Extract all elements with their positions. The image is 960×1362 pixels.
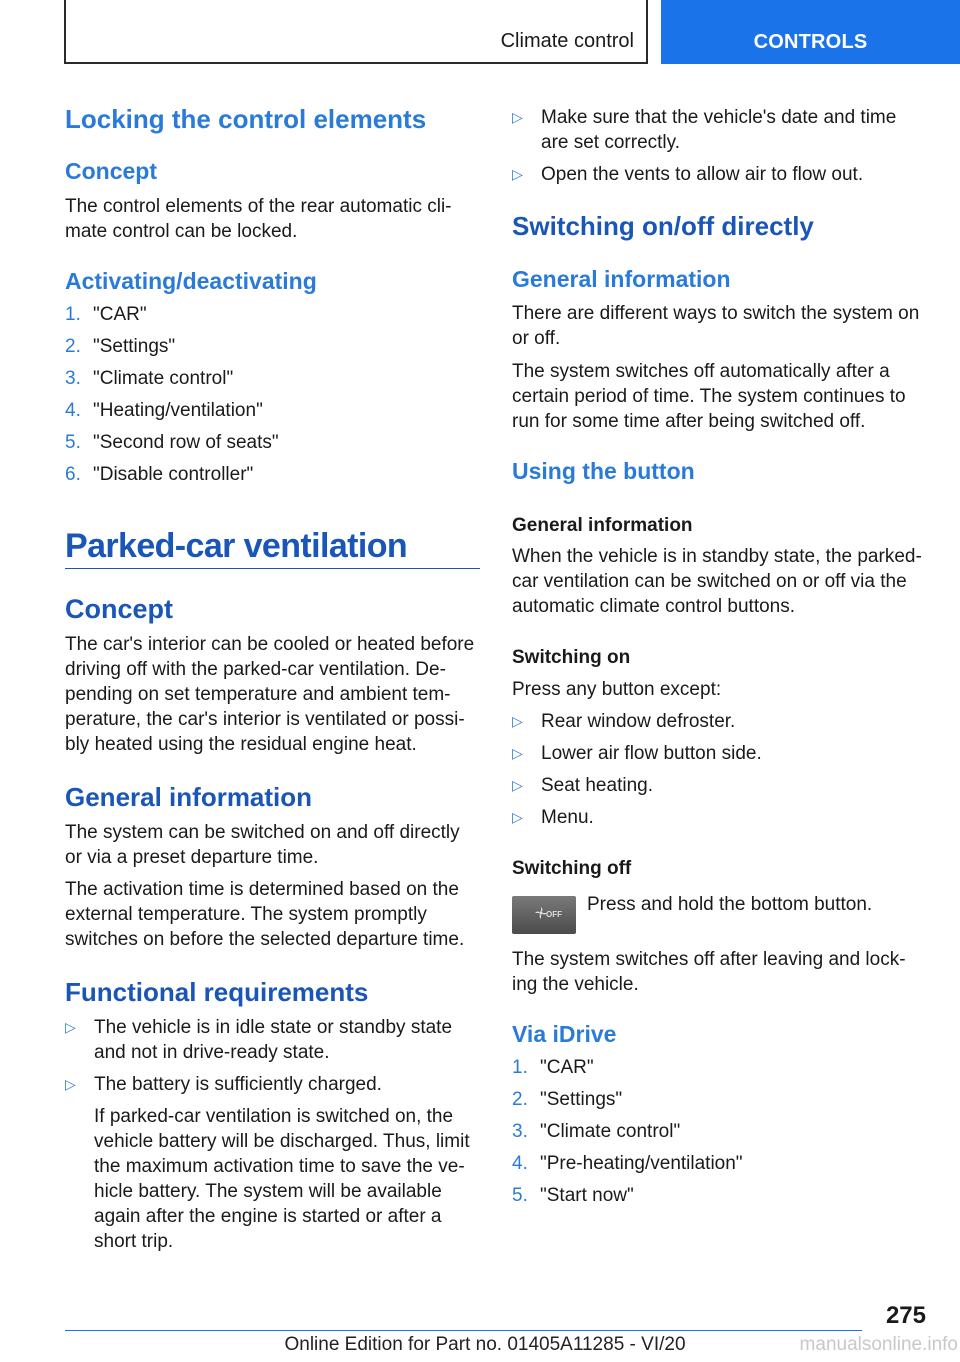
list-item: Menu. bbox=[541, 807, 594, 828]
step-number: 5. bbox=[512, 1185, 528, 1206]
step-text: "Climate control" bbox=[540, 1121, 681, 1142]
parked-title: Parked-car ventilation bbox=[65, 527, 408, 565]
bullet-triangle-icon: ▷ bbox=[65, 1076, 76, 1092]
watermark: manualsonline.info bbox=[799, 1334, 958, 1355]
activating-title: Activating/deactivating bbox=[65, 268, 317, 294]
req2-note-line-2: vehicle battery will be discharged. Thus, limit bbox=[94, 1131, 470, 1152]
req2-note-line-6: short trip. bbox=[94, 1231, 174, 1252]
parked-concept-line-3: pending on set temperature and ambient tem‐ bbox=[65, 684, 451, 705]
step-number: 1. bbox=[512, 1057, 528, 1078]
list-item: Seat heating. bbox=[541, 775, 653, 796]
req2-note-line-3: the maximum activation time to save the ve‐ bbox=[94, 1156, 465, 1177]
requirements-title: Functional requirements bbox=[65, 977, 369, 1007]
btn-general-line-2: car ventilation can be switched on or off via the bbox=[512, 571, 907, 592]
switch-gen-p2-line-2: certain period of time. The system continues to bbox=[512, 386, 906, 407]
header-tab-controls[interactable] bbox=[661, 0, 960, 64]
req1-line-1: The vehicle is in idle state or standby state bbox=[94, 1017, 453, 1038]
step-text: "Settings" bbox=[540, 1089, 623, 1110]
section-divider bbox=[65, 568, 480, 569]
list-item: Lower air flow button side. bbox=[541, 743, 762, 764]
step-text: "Settings" bbox=[93, 336, 176, 357]
locking-title: Locking the control elements bbox=[65, 104, 427, 134]
step-text: "Disable controller" bbox=[93, 464, 254, 485]
locking-steps-list bbox=[65, 304, 480, 494]
requirements-list-cont bbox=[512, 105, 932, 195]
header-section-title: Climate control bbox=[500, 30, 634, 52]
step-text: "Second row of seats" bbox=[93, 432, 279, 453]
header-box bbox=[64, 0, 648, 64]
fan-off-button-icon bbox=[512, 896, 576, 934]
step-text: "Pre-heating/ventilation" bbox=[540, 1153, 743, 1174]
off-label: OFF bbox=[546, 910, 562, 919]
parked-general-title: General information bbox=[65, 782, 313, 812]
locking-concept-line-1: The control elements of the rear automatic cli‐ bbox=[65, 196, 452, 217]
step-number: 2. bbox=[512, 1089, 528, 1110]
req3-line-2: are set correctly. bbox=[541, 132, 681, 153]
header-tab-label: CONTROLS bbox=[753, 31, 868, 53]
bullet-triangle-icon: ▷ bbox=[512, 809, 523, 825]
step-number: 5. bbox=[65, 432, 81, 453]
parked-concept-title: Concept bbox=[65, 594, 173, 624]
parked-concept-line-1: The car's interior can be cooled or heated before bbox=[65, 634, 475, 655]
switch-gen-p1-line-2: or off. bbox=[512, 328, 561, 349]
button-title: Using the button bbox=[512, 458, 695, 484]
step-text: "Start now" bbox=[540, 1185, 634, 1206]
bullet-triangle-icon: ▷ bbox=[512, 109, 523, 125]
switching-on-title: Switching on bbox=[512, 647, 631, 668]
off-after-line-1: The system switches off after leaving and lock‐ bbox=[512, 949, 906, 970]
step-number: 6. bbox=[65, 464, 81, 485]
button-general-title: General information bbox=[512, 515, 693, 536]
switching-title: Switching on/off directly bbox=[512, 211, 814, 241]
bullet-triangle-icon: ▷ bbox=[512, 745, 523, 761]
step-number: 4. bbox=[512, 1153, 528, 1174]
bullet-triangle-icon: ▷ bbox=[512, 166, 523, 182]
btn-general-line-1: When the vehicle is in standby state, the parked- bbox=[512, 546, 922, 567]
step-text: "Climate control" bbox=[93, 368, 234, 389]
switch-gen-p2-line-1: The system switches off automatically after a bbox=[512, 361, 890, 382]
step-text: "CAR" bbox=[93, 304, 147, 325]
req2-note-line-1: If parked-car ventilation is switched on, the bbox=[94, 1106, 454, 1127]
step-text: "Heating/ventilation" bbox=[93, 400, 263, 421]
req2-text: The battery is sufficiently charged. bbox=[94, 1074, 382, 1095]
locking-concept-line-2: mate control can be locked. bbox=[65, 221, 298, 242]
req3-line-1: Make sure that the vehicle's date and time bbox=[541, 107, 897, 128]
exceptions-list bbox=[512, 709, 932, 839]
locking-concept-title: Concept bbox=[65, 158, 157, 184]
step-text: "CAR" bbox=[540, 1057, 594, 1078]
off-after-line-2: ing the vehicle. bbox=[512, 974, 639, 995]
bullet-triangle-icon: ▷ bbox=[512, 713, 523, 729]
req2-note-line-5: again after the engine is started or after a bbox=[94, 1206, 442, 1227]
footer-divider bbox=[65, 1330, 862, 1331]
idrive-title: Via iDrive bbox=[512, 1021, 617, 1047]
step-number: 4. bbox=[65, 400, 81, 421]
req2-note-line-4: hicle battery. The system will be available bbox=[94, 1181, 442, 1202]
step-number: 3. bbox=[65, 368, 81, 389]
list-item: Rear window defroster. bbox=[541, 711, 736, 732]
parked-concept-line-5: bly heated using the residual engine heat. bbox=[65, 734, 417, 755]
btn-general-line-3: automatic climate control buttons. bbox=[512, 596, 796, 617]
page-number: 275 bbox=[885, 1302, 926, 1329]
req4-text: Open the vents to allow air to flow out. bbox=[541, 164, 864, 185]
parked-concept-line-2: driving off with the parked-car ventilation. De‐ bbox=[65, 659, 446, 680]
general-p1-line-2: or via a preset departure time. bbox=[65, 847, 319, 868]
general-p2-line-2: external temperature. The system promptly bbox=[65, 904, 427, 925]
parked-concept-line-4: perature, the car's interior is ventilated or possi‐ bbox=[65, 709, 465, 730]
step-number: 1. bbox=[65, 304, 81, 325]
general-p2-line-3: switches on before the selected departure time. bbox=[65, 929, 465, 950]
step-number: 2. bbox=[65, 336, 81, 357]
switching-off-text: Press and hold the bottom button. bbox=[587, 894, 873, 915]
requirements-list bbox=[65, 1015, 480, 1255]
step-number: 3. bbox=[512, 1121, 528, 1142]
switch-gen-p1-line-1: There are different ways to switch the system on bbox=[512, 303, 920, 324]
switching-off-title: Switching off bbox=[512, 858, 632, 879]
req1-line-2: and not in drive-ready state. bbox=[94, 1042, 330, 1063]
switching-general-title: General information bbox=[512, 266, 731, 292]
idrive-steps-list bbox=[512, 1057, 932, 1217]
footer-edition: Online Edition for Part no. 01405A11285 - VI/20 bbox=[284, 1334, 686, 1355]
bullet-triangle-icon: ▷ bbox=[512, 777, 523, 793]
switch-gen-p2-line-3: run for some time after being switched off. bbox=[512, 411, 866, 432]
bullet-triangle-icon: ▷ bbox=[65, 1019, 76, 1035]
switching-on-text: Press any button except: bbox=[512, 679, 722, 700]
general-p1-line-1: The system can be switched on and off directly bbox=[65, 822, 460, 843]
general-p2-line-1: The activation time is determined based on the bbox=[65, 879, 459, 900]
